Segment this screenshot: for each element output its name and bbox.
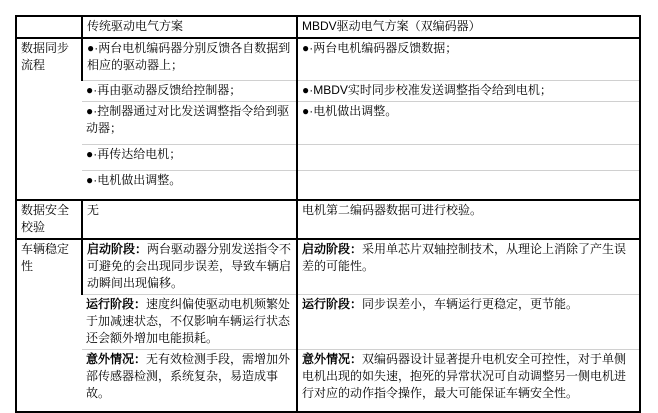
mbdv-cell <box>297 239 640 295</box>
phase-label: 运行阶段： <box>302 297 363 311</box>
table-row <box>16 38 640 80</box>
mbdv-cell: 电机第二编码器数据可进行校验。 <box>297 200 640 239</box>
traditional-cell: 无 <box>82 200 297 239</box>
table-row <box>16 200 640 239</box>
traditional-cell: ●·两台电机编码器分别反馈各自数据到相应的驱动器上； <box>82 38 297 80</box>
phase-label: 启动阶段： <box>302 242 363 256</box>
mbdv-cell: ●·MBDV实时同步校准发送调整指令给到电机； <box>297 80 640 101</box>
mbdv-cell <box>297 295 640 350</box>
phase-text: 速度纠偏使驱动电机频繁处于加减速状态，不仅影响车辆运行状态还会额外增加电能损耗。 <box>86 297 291 345</box>
table-row <box>16 80 640 101</box>
table-row <box>16 295 640 350</box>
phase-text: 双编码器设计显著提升电机安全可控性，对于单侧电机出现的如失速，抱死的异常状况可自动调整另一侧电机进行对应的动作指令操作，最大可能保证车辆安全性。 <box>302 352 627 400</box>
traditional-cell <box>82 239 297 295</box>
traditional-cell: ●·电机做出调整。 <box>82 170 297 200</box>
phase-label: 运行阶段： <box>86 297 147 311</box>
mbdv-cell: ●·电机做出调整。 <box>297 101 640 144</box>
phase-text: 两台驱动器分别发送指令不可避免的会出现同步误差，导致车辆启动瞬间出现偏移。 <box>87 242 292 290</box>
phase-label: 意外情况： <box>86 352 147 366</box>
row-header-data-sync: 数据同步流程 <box>16 38 82 200</box>
table-row <box>16 170 640 200</box>
mbdv-cell <box>297 170 640 200</box>
traditional-cell <box>82 350 297 412</box>
phase-label: 启动阶段： <box>87 242 148 256</box>
column-header-traditional: 传统驱动电气方案 <box>82 16 297 38</box>
table-row <box>16 101 640 144</box>
traditional-cell: ●·控制器通过对比发送调整指令给到驱动器； <box>82 101 297 144</box>
table-row <box>16 144 640 170</box>
comparison-table <box>15 15 641 413</box>
table-header-row <box>16 16 640 38</box>
table-row <box>16 350 640 412</box>
phase-label: 意外情况： <box>302 352 363 366</box>
phase-text: 同步误差小，车辆运行更稳定，更节能。 <box>362 297 579 311</box>
corner-cell <box>16 16 82 38</box>
traditional-cell: ●·再由驱动器反馈给控制器； <box>82 80 297 101</box>
row-header-vehicle-stability: 车辆稳定性 <box>16 239 82 412</box>
phase-text: 无有效检测手段，需增加外部传感器检测，系统复杂，易造成事故。 <box>86 352 291 400</box>
column-header-mbdv: MBDV驱动电气方案（双编码器） <box>297 16 640 38</box>
table-row <box>16 239 640 295</box>
mbdv-cell: ●·两台电机编码器反馈数据； <box>297 38 640 80</box>
phase-text: 采用单芯片双轴控制技术，从理论上消除了产生误差的可能性。 <box>302 242 627 273</box>
mbdv-cell <box>297 144 640 170</box>
row-header-data-safety: 数据安全校验 <box>16 200 82 239</box>
traditional-cell: ●·再传达给电机； <box>82 144 297 170</box>
traditional-cell <box>82 295 297 350</box>
mbdv-cell <box>297 350 640 412</box>
